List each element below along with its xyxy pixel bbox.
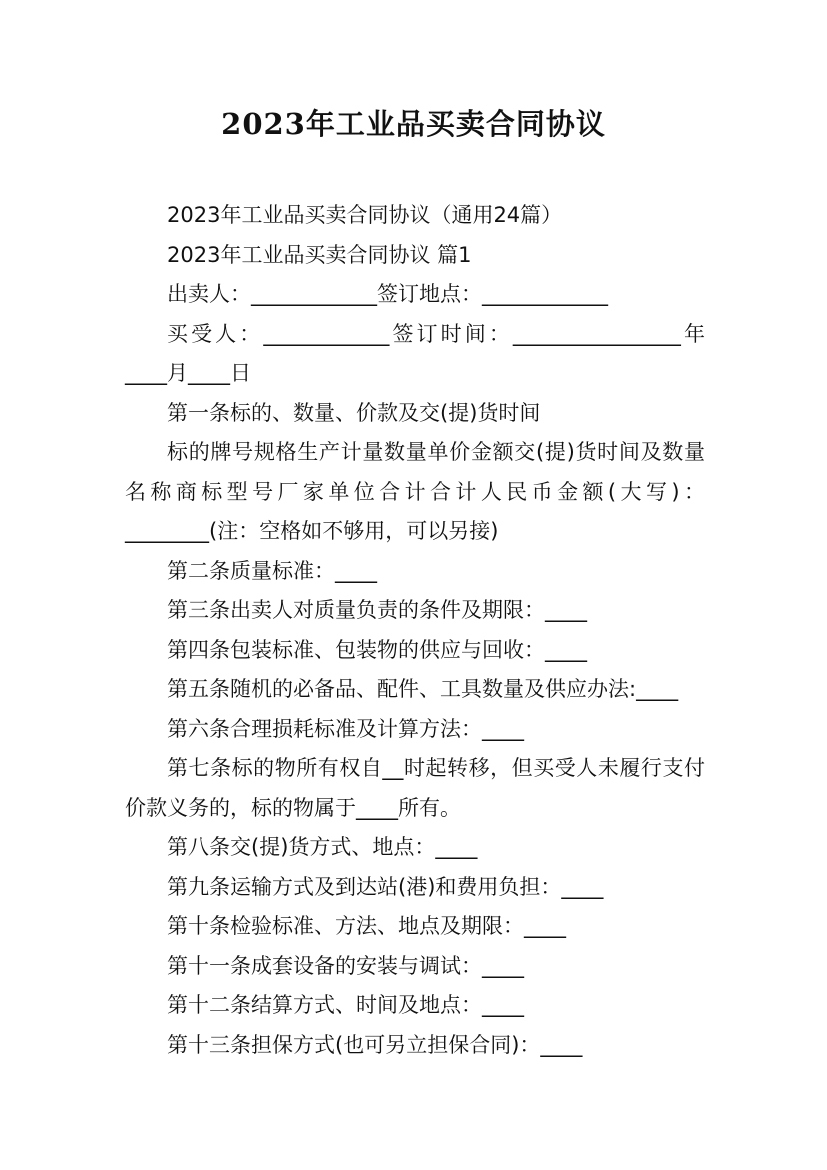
paragraph-article-5: 第五条随机的必备品、配件、工具数量及供应办法:____ xyxy=(167,677,679,701)
paragraph-subtitle: 2023年工业品买卖合同协议（通用24篇） xyxy=(167,203,563,227)
paragraph-article-7: 第七条标的物所有权自__时起转移，但买受人未履行支付价款义务的，标的物属于____所有。 xyxy=(125,756,705,820)
paragraph-article-10: 第十条检验标准、方法、地点及期限：____ xyxy=(167,914,566,938)
paragraph-section-heading: 2023年工业品买卖合同协议 篇1 xyxy=(167,242,472,267)
paragraph-article-3: 第三条出卖人对质量负责的条件及期限：____ xyxy=(167,598,587,622)
paragraph-article-4: 第四条包装标准、包装物的供应与回收：____ xyxy=(167,637,587,662)
paragraph-seller: 出卖人：____________签订地点：____________ xyxy=(167,282,608,306)
paragraph-article-13: 第十三条担保方式(也可另立担保合同)：____ xyxy=(167,1032,583,1057)
paragraph-article-6: 第六条合理损耗标准及计算方法：____ xyxy=(167,716,524,741)
paragraph-article-1: 第一条标的、数量、价款及交(提)货时间 xyxy=(167,400,541,425)
paragraph-article-12: 第十二条结算方式、时间及地点：____ xyxy=(167,993,524,1017)
document-title: 2023年工业品买卖合同协议 xyxy=(221,107,606,141)
paragraph-buyer: 买受人：____________签订时间：________________年____月____日 xyxy=(125,321,705,385)
document-body xyxy=(125,196,705,1065)
paragraph-article-8: 第八条交(提)货方式、地点：____ xyxy=(167,835,478,859)
paragraph-article-1-detail: 标的牌号规格生产计量数量单价金额交(提)货时间及数量名称商标型号厂家单位合计合计人民币金额(大写)：________(注：空格如不够用，可以另接) xyxy=(125,440,705,543)
paragraph-article-11: 第十一条成套设备的安装与调试：____ xyxy=(167,953,524,978)
paragraph-article-9: 第九条运输方式及到达站(港)和费用负担：____ xyxy=(167,874,604,899)
paragraph-article-2: 第二条质量标准：____ xyxy=(167,558,377,583)
